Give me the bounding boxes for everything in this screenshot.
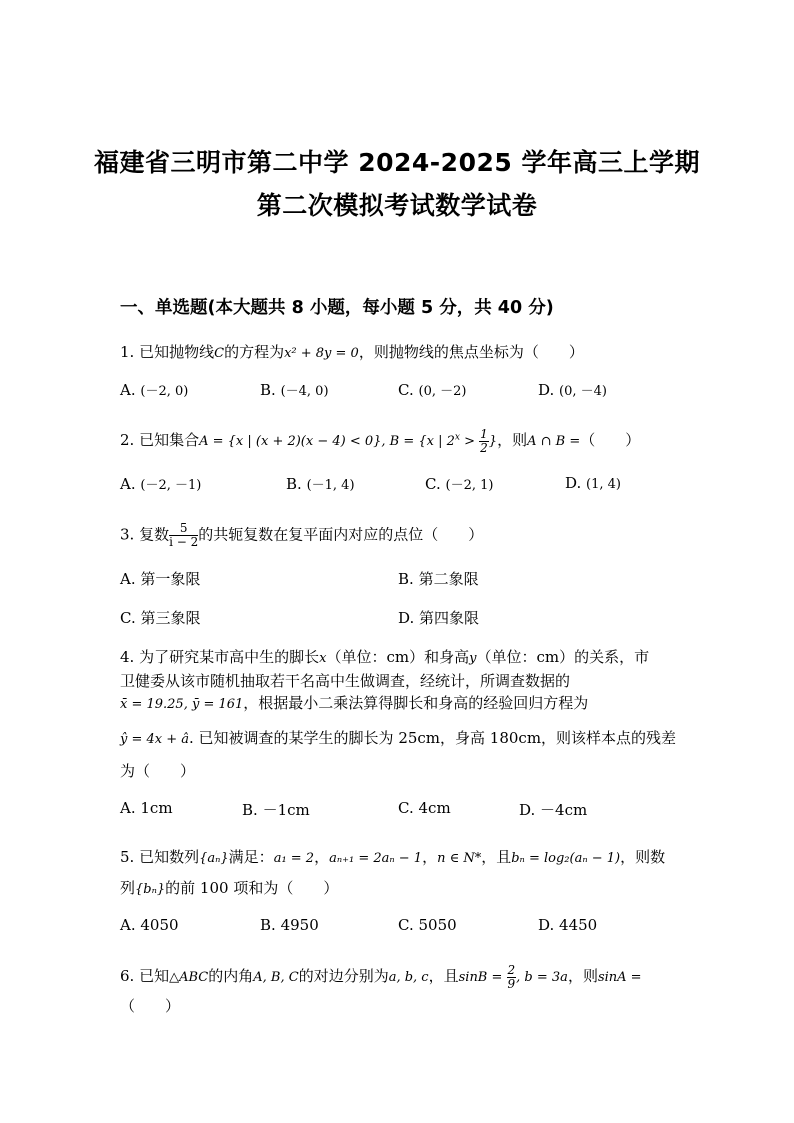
option-b[interactable]: B. 第二象限 [398,570,479,588]
question-1 [120,341,584,362]
option-c[interactable]: C. 4cm [398,799,451,817]
question-text: 已知集合 [139,431,200,449]
question-text: ，则 [497,431,528,449]
question-4-line4: ŷ = 4x + â. 已知被调查的某学生的脚长为 25cm，身高 180cm，则该样本点的残差 [120,729,677,747]
math-expression: A = {x | (x + 2)(x − 4) < 0}, B = {x | $2^x$ > $\frac{1}{2}$ } [199,427,498,455]
option-a[interactable]: A. (－2, 0) [120,381,189,399]
question-2 [120,428,640,455]
option-a[interactable]: A. (－2, －1) [120,475,202,493]
option-c[interactable]: C. 5050 [398,916,457,934]
option-b[interactable]: B. 4950 [260,916,319,934]
option-d[interactable]: D. 第四象限 [398,609,480,627]
question-4-line2: 卫健委从该市随机抽取若干名高中生做调查，经统计，所调查数据的 [120,672,571,690]
math-expression: A ∩ B = [527,434,581,449]
option-c[interactable]: C. (－2, 1) [425,475,494,493]
question-text: 复数 [139,525,170,544]
question-number: 3. [120,525,135,544]
question-text: （ ） [580,431,641,449]
question-4-line5: 为（ ） [120,762,196,780]
question-3 [120,522,483,549]
question-6-line2: （ ） [120,997,181,1015]
option-d[interactable]: D. －4cm [519,801,588,819]
question-number: 6. [120,967,135,985]
question-number: 5. [120,848,135,866]
section-heading: 一、单选题(本大题共 8 小题，每小题 5 分，共 40 分) [120,298,554,318]
option-d[interactable]: D. (0, －4) [538,381,607,399]
question-number: 4. [120,648,135,666]
question-6: 6. 已知△ABC的内角A, B, C的对边分别为a, b, c，且sinB = $\frac{2}{9}$ , b = 3a，则sinA = [120,963,642,991]
question-number: 2. [120,431,135,449]
option-c[interactable]: C. 第三象限 [120,609,201,627]
question-text: ，则抛物线的焦点坐标为（ ） [358,343,584,361]
option-a[interactable]: A. 4050 [120,916,179,934]
math-expression: x² + 8y = 0 [284,346,359,361]
question-number: 1. [120,343,135,361]
question-4: 4. 为了研究某市高中生的脚长x（单位：cm）和身高y（单位：cm）的关系，市 [120,648,650,666]
math-expression: C [214,346,225,361]
option-a[interactable]: A. 1cm [120,799,173,817]
question-5: 5. 已知数列{aₙ}满足：a₁ = 2，aₙ₊₁ = 2aₙ − 1，n ∈ N*，且bₙ = log₂(aₙ − 1)，则数 [120,848,666,866]
option-b[interactable]: B. (－1, 4) [286,475,355,493]
question-text: 的方程为 [224,343,285,361]
question-4-line3: x̄ = 19.25, ȳ = 161，根据最小二乘法算得脚长和身高的经验回归方程为 [120,694,589,712]
question-5-line2: 列{bₙ}的前 100 项和为（ ） [120,879,339,897]
option-b[interactable]: B. －1cm [242,801,310,819]
fraction: $\frac{5}{i - 2}$ [169,521,199,549]
exam-title-line1: 福建省三明市第二中学 2024-2025 学年高三上学期 [94,148,700,177]
option-a[interactable]: A. 第一象限 [120,570,201,588]
option-c[interactable]: C. (0, －2) [398,381,467,399]
question-text: 已知抛物线 [139,343,215,361]
question-text: 的共轭复数在复平面内对应的点位（ ） [198,525,484,544]
exam-title-line2: 第二次模拟考试数学试卷 [256,191,538,220]
option-d[interactable]: D. 4450 [538,916,598,934]
option-d[interactable]: D. (1, 4) [565,474,621,492]
option-b[interactable]: B. (－4, 0) [260,381,329,399]
